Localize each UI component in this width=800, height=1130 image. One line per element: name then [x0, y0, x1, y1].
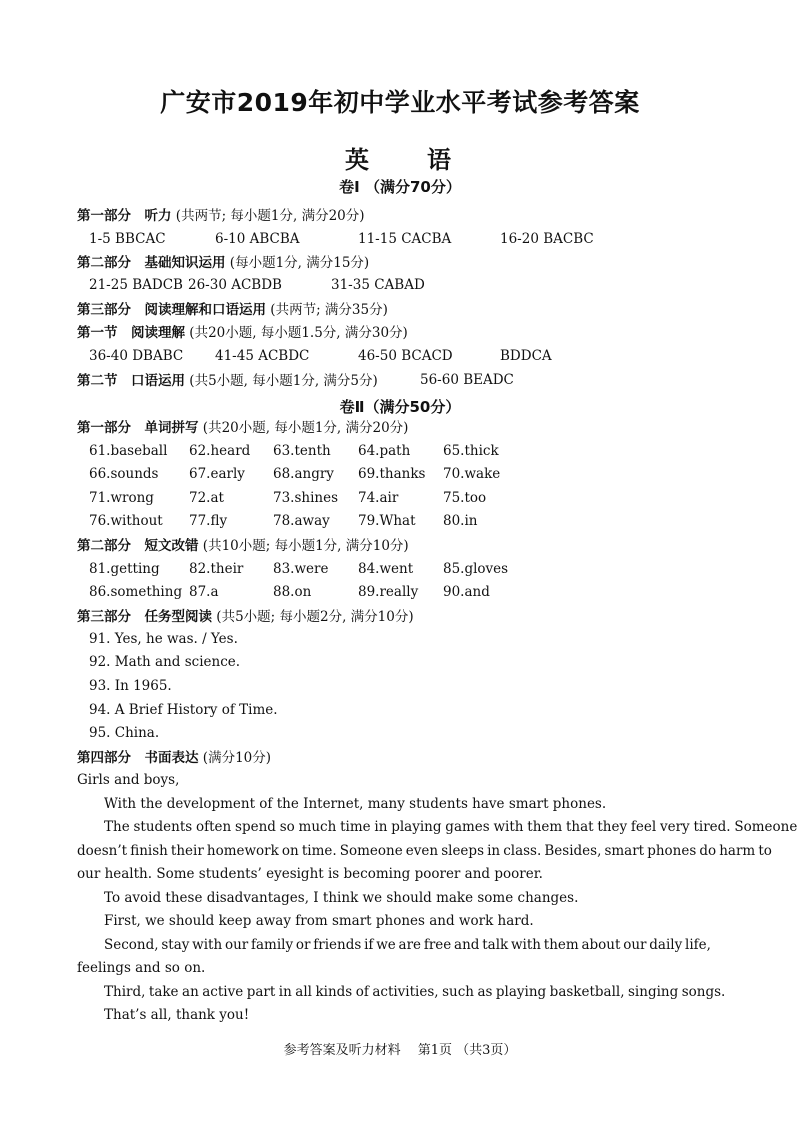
section-title: 第二部分 短文改错	[77, 538, 199, 554]
section-title: 第一部分 单词拼写	[77, 420, 199, 436]
essay-line: First, we should keep away from smart phones and work hard.	[104, 913, 534, 929]
word-answer: 79.What	[358, 513, 416, 529]
answer-group: 46-50 BCACD	[358, 348, 453, 364]
essay-line: With the development of the Internet, many students have smart phones.	[104, 796, 607, 812]
reading-answer: 94. A Brief History of Time.	[89, 702, 278, 718]
word-answer: 62.heard	[189, 443, 251, 459]
essay-line: doesn’t finish their homework on time. Someone even sleeps in class. Besides, smart phones do harm to	[77, 843, 772, 859]
page-footer: 参考答案及听力材料 第1页 （共3页）	[283, 1043, 517, 1058]
section-title: 第一节 阅读理解	[77, 325, 185, 341]
word-answer: 80.in	[443, 513, 478, 529]
section-note: (满分10分)	[202, 750, 272, 766]
v2-part4-header	[77, 749, 271, 767]
subject-char-2: 语	[427, 146, 455, 174]
word-answer: 84.went	[358, 561, 414, 577]
essay-line: The students often spend so much time in playing games with them that they feel very tired. Someone	[104, 819, 798, 835]
essay-line: feelings and so on.	[77, 960, 206, 976]
section-title: 第四部分 书面表达	[77, 750, 199, 766]
answer-group: 16-20 BACBC	[500, 231, 594, 247]
word-answer: 89.really	[358, 584, 419, 600]
answer-group: 11-15 CACBA	[358, 231, 452, 247]
word-answer: 90.and	[443, 584, 490, 600]
word-answer: 69.thanks	[358, 466, 426, 482]
section-note: (共20小题, 每小题1分, 满分20分)	[202, 420, 409, 436]
word-answer: 65.thick	[443, 443, 499, 459]
word-answer: 78.away	[273, 513, 330, 529]
word-answer: 64.path	[358, 443, 411, 459]
section-title: 第一部分 听力	[77, 208, 172, 224]
section-note: (共10小题; 每小题1分, 满分10分)	[202, 538, 409, 554]
v2-part3-header	[77, 608, 414, 626]
section-note: (共5小题; 每小题2分, 满分10分)	[216, 609, 414, 625]
reading-answer: 92. Math and science.	[89, 654, 241, 670]
section-note: (共两节; 每小题1分, 满分20分)	[175, 208, 365, 224]
v1-part2-header	[77, 254, 369, 272]
answer-group: 56-60 BEADC	[420, 372, 514, 388]
word-answer: 71.wrong	[89, 490, 154, 506]
volume-1-heading: 卷Ⅰ （满分70分）	[339, 178, 461, 196]
word-answer: 81.getting	[89, 561, 160, 577]
word-answer: 82.their	[189, 561, 244, 577]
word-answer: 67.early	[189, 466, 245, 482]
answer-group: 26-30 ACBDB	[188, 277, 282, 293]
v1-part1-header	[77, 207, 365, 225]
answer-group: 6-10 ABCBA	[215, 231, 300, 247]
word-answer: 68.angry	[273, 466, 334, 482]
word-answer: 74.air	[358, 490, 399, 506]
section-title: 第二节 口语运用	[77, 373, 185, 389]
page-title: 广安市2019年初中学业水平考试参考答案	[160, 88, 640, 117]
answer-group: 41-45 ACBDC	[215, 348, 310, 364]
v1-section1-header	[77, 324, 408, 342]
v2-part1-header	[77, 419, 408, 437]
volume-2-heading: 卷Ⅱ（满分50分）	[339, 398, 461, 416]
answer-group: 1-5 BBCAC	[89, 231, 166, 247]
word-answer: 86.something	[89, 584, 183, 600]
section-title: 第三部分 阅读理解和口语运用	[77, 302, 266, 318]
word-answer: 61.baseball	[89, 443, 168, 459]
reading-answer: 91. Yes, he was. / Yes.	[89, 631, 238, 647]
section-note: (每小题1分, 满分15分)	[229, 255, 370, 271]
subject-heading	[0, 140, 800, 175]
answer-group: 21-25 BADCB	[89, 277, 183, 293]
word-answer: 75.too	[443, 490, 487, 506]
word-answer: 88.on	[273, 584, 312, 600]
word-answer: 77.fly	[189, 513, 228, 529]
answer-group: 36-40 DBABC	[89, 348, 184, 364]
section-note: (共两节; 满分35分)	[270, 302, 388, 318]
v2-part2-header	[77, 537, 409, 555]
reading-answer: 93. In 1965.	[89, 678, 172, 694]
section-note: (共5小题, 每小题1分, 满分5分)	[189, 373, 378, 389]
essay-line: Third, take an active part in all kinds of activities, such as playing basketball, singing songs.	[104, 984, 726, 1000]
essay-salutation: Girls and boys,	[77, 772, 180, 788]
reading-answer: 95. China.	[89, 725, 160, 741]
answer-group: 31-35 CABAD	[331, 277, 425, 293]
word-answer: 70.wake	[443, 466, 501, 482]
section-title: 第二部分 基础知识运用	[77, 255, 226, 271]
section-title: 第三部分 任务型阅读	[77, 609, 212, 625]
word-answer: 87.a	[189, 584, 219, 600]
word-answer: 73.shines	[273, 490, 339, 506]
word-answer: 76.without	[89, 513, 163, 529]
v1-section2-header	[77, 372, 378, 390]
word-answer: 72.at	[189, 490, 224, 506]
essay-line: our health. Some students’ eyesight is becoming poorer and poorer.	[77, 866, 543, 882]
word-answer: 63.tenth	[273, 443, 331, 459]
essay-line: Second, stay with our family or friends if we are free and talk with them about our daily life,	[104, 937, 711, 953]
word-answer: 66.sounds	[89, 466, 159, 482]
answer-group: BDDCA	[500, 348, 552, 364]
v1-part3-header	[77, 301, 388, 319]
word-answer: 85.gloves	[443, 561, 509, 577]
essay-line: To avoid these disadvantages, I think we should make some changes.	[104, 890, 579, 906]
section-note: (共20小题, 每小题1.5分, 满分30分)	[189, 325, 408, 341]
word-answer: 83.were	[273, 561, 329, 577]
subject-char-1: 英	[345, 146, 373, 174]
essay-line: That’s all, thank you!	[104, 1007, 250, 1023]
